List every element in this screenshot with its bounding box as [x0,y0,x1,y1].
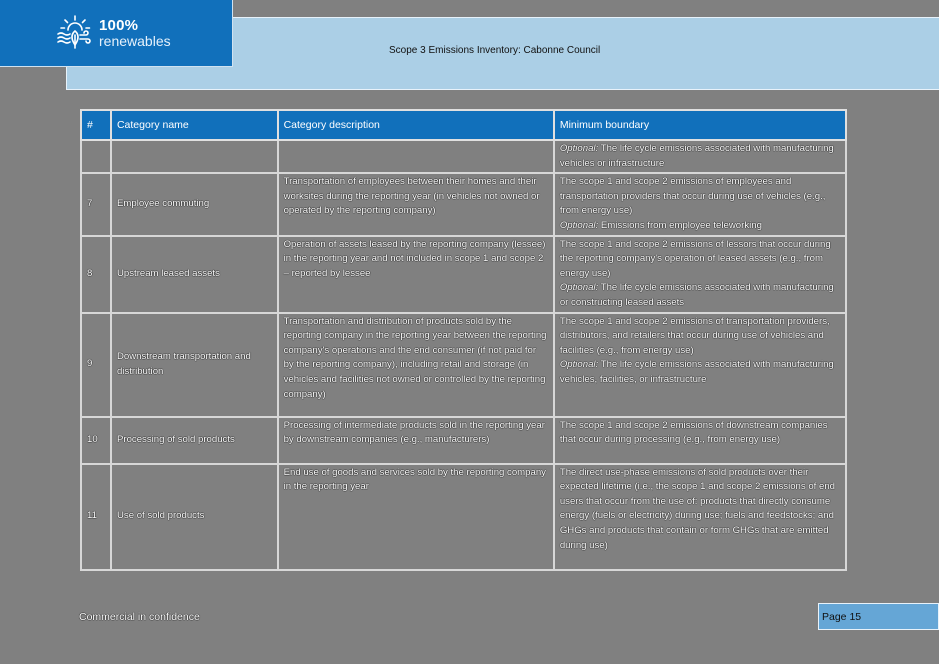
brand-logo [0,0,233,67]
row-minimum-boundary [554,464,846,570]
optional-label: Optional: [559,282,599,294]
optional-label: Optional: [559,359,599,371]
table-row [81,464,846,570]
row-category-name: Processing of sold products [111,417,278,464]
row-category-description: Transportation and distribution of products sold by the reporting company in the reporting year between the reporting company's operations and the end consumer (if not paid for by the reporting company), including retail and storage (in vehicles and facilities not owned or controlled by the reporting company) [278,313,554,417]
col-header-minimum-boundary: Minimum boundary [554,110,846,140]
row-minimum-boundary [554,140,846,173]
row-number [81,140,111,173]
boundary-text: The scope 1 and scope 2 emissions of lessors that occur during the reporting company's operation of leased assets (e.g., from energy use) [559,238,831,279]
row-category-description: Operation of assets leased by the reporting company (lessee) in the reporting year and not included in scope 1 and scope 2 – reported by lessee [278,236,554,313]
row-category-description [278,140,554,173]
boundary-optional-text: The life cycle emissions associated with manufacturing or constructing leased assets [559,282,834,308]
scope3-category-table [80,109,847,571]
col-header-category-description: Category description [278,110,554,140]
row-minimum-boundary [554,236,846,313]
boundary-text: The scope 1 and scope 2 emissions of employees and transportation providers that occur during use of vehicles (e.g., from energy use) [559,176,826,217]
table-row [81,173,846,235]
col-header-category-name: Category name [111,110,278,140]
optional-label: Optional: [559,143,599,154]
row-category-name [111,140,278,173]
boundary-text: The direct use-phase emissions of sold products over their expected lifetime (i.e., the scope 1 and scope 2 emissions of end users that occur from the use of: products that directly consume energy (fuels or electricity) during use; fuels and feedstocks; and GHGs and products that contain or form GHGs that are emitted during use) [559,466,836,551]
sun-wind-leaf-icon [56,14,94,50]
row-category-name: Use of sold products [111,464,278,570]
table-row [81,417,846,464]
boundary-text: The scope 1 and scope 2 emissions of transportation providers, distributors, and retailers that occur during use of vehicles and facilities (e.g., from energy use) [559,315,830,356]
brand-wordmark [99,18,171,48]
row-minimum-boundary [554,173,846,235]
row-number: 8 [81,236,111,313]
row-number: 11 [81,464,111,570]
row-category-description: Transportation of employees between their homes and their worksites during the reporting year (in vehicles not owned or operated by the reporting company) [278,173,554,235]
table-row [81,236,846,313]
row-category-description: Processing of intermediate products sold in the reporting year by downstream companies (e.g., manufacturers) [278,417,554,464]
brand-line1: 100% [99,17,139,34]
boundary-text: The life cycle emissions associated with manufacturing vehicles or infrastructure [559,143,834,169]
boundary-optional-text: The life cycle emissions associated with manufacturing vehicles, facilities, or infrastructure [559,359,834,385]
boundary-text: The scope 1 and scope 2 emissions of downstream companies that occur during processing (e.g., from energy use) [559,419,828,446]
document-title: Scope 3 Emissions Inventory: Cabonne Council [389,45,601,56]
table-row [81,140,846,173]
row-number: 10 [81,417,111,464]
col-header-number: # [81,110,111,140]
row-number: 7 [81,173,111,235]
optional-label: Optional: [559,219,599,231]
row-number: 9 [81,313,111,417]
brand-line2: renewables [99,33,171,49]
row-category-name: Employee commuting [111,173,278,235]
page-number: Page 15 [822,611,862,623]
confidentiality-notice: Commercial in confidence [79,611,200,623]
row-category-name: Downstream transportation and distribution [111,313,278,417]
page-number-box [818,603,939,630]
table-header-row [81,110,846,140]
row-category-name: Upstream leased assets [111,236,278,313]
row-minimum-boundary [554,417,846,464]
row-category-description: End use of goods and services sold by the reporting company in the reporting year [278,464,554,570]
table-row [81,313,846,417]
row-minimum-boundary [554,313,846,417]
boundary-optional-text: Emissions from employee teleworking [598,219,762,231]
